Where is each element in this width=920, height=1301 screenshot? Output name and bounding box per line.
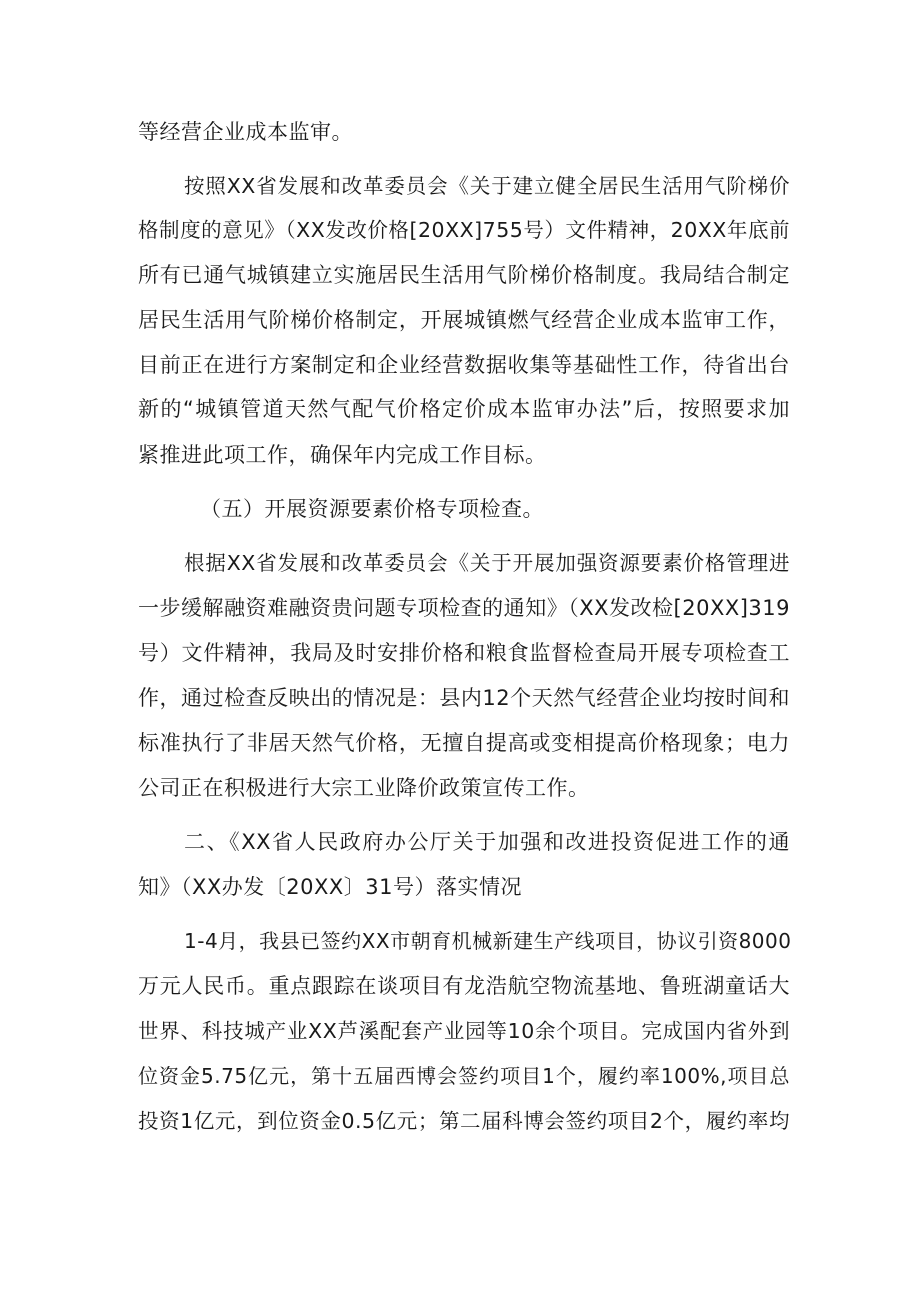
- section-heading: 二、《XX省人民政府办公厅关于加强和改进投资促进工作的通: [184, 830, 790, 854]
- text-line: 居民生活用气阶梯价格制定，开展城镇燃气经营企业成本监审工作，: [138, 308, 790, 332]
- text-line: 世界、科技城产业XX芦溪配套产业园等10余个项目。完成国内省外到: [138, 1019, 790, 1043]
- text-line: 目前正在进行方案制定和企业经营数据收集等基础性工作，待省出台: [138, 353, 790, 377]
- text-line: 按照XX省发展和改革委员会《关于建立健全居民生活用气阶梯价: [184, 174, 790, 198]
- text-line: 公司正在积极进行大宗工业降价政策宣传工作。: [138, 776, 590, 800]
- section-heading: 知》（XX办发〔20XX〕31号）落实情况: [138, 875, 522, 899]
- text-line: 万元人民币。重点跟踪在谈项目有龙浩航空物流基地、鲁班湖童话大: [138, 974, 790, 998]
- section-heading: （五）开展资源要素价格专项检查。: [200, 497, 544, 521]
- text-line: 标准执行了非居天然气价格，无擅自提高或变相提高价格现象；电力: [138, 731, 790, 755]
- text-line: 一步缓解融资难融资贵问题专项检查的通知》（XX发改检[20XX]319: [138, 596, 790, 620]
- text-line: 根据XX省发展和改革委员会《关于开展加强资源要素价格管理进: [184, 551, 790, 575]
- text-line: 作，通过检查反映出的情况是：县内12个天然气经营企业均按时间和: [138, 686, 790, 710]
- text-line: 1-4月，我县已签约XX市朝育机械新建生产线项目，协议引资8000: [184, 929, 792, 953]
- text-line: 号）文件精神，我局及时安排价格和粮食监督检查局开展专项检查工: [138, 641, 790, 665]
- text-line: 位资金5.75亿元，第十五届西博会签约项目1个，履约率100%,项目总: [138, 1064, 790, 1088]
- text-line: 所有已通气城镇建立实施居民生活用气阶梯价格制度。我局结合制定: [138, 263, 790, 287]
- text-line: 投资1亿元，到位资金0.5亿元；第二届科博会签约项目2个，履约率均: [138, 1109, 790, 1133]
- text-line: 格制度的意见》（XX发改价格[20XX]755号）文件精神，20XX年底前: [138, 218, 790, 242]
- text-line: 新的“城镇管道天然气配气价格定价成本监审办法”后，按照要求加: [138, 397, 790, 421]
- text-line: 紧推进此项工作，确保年内完成工作目标。: [138, 443, 547, 467]
- text-line: 等经营企业成本监审。: [138, 120, 353, 144]
